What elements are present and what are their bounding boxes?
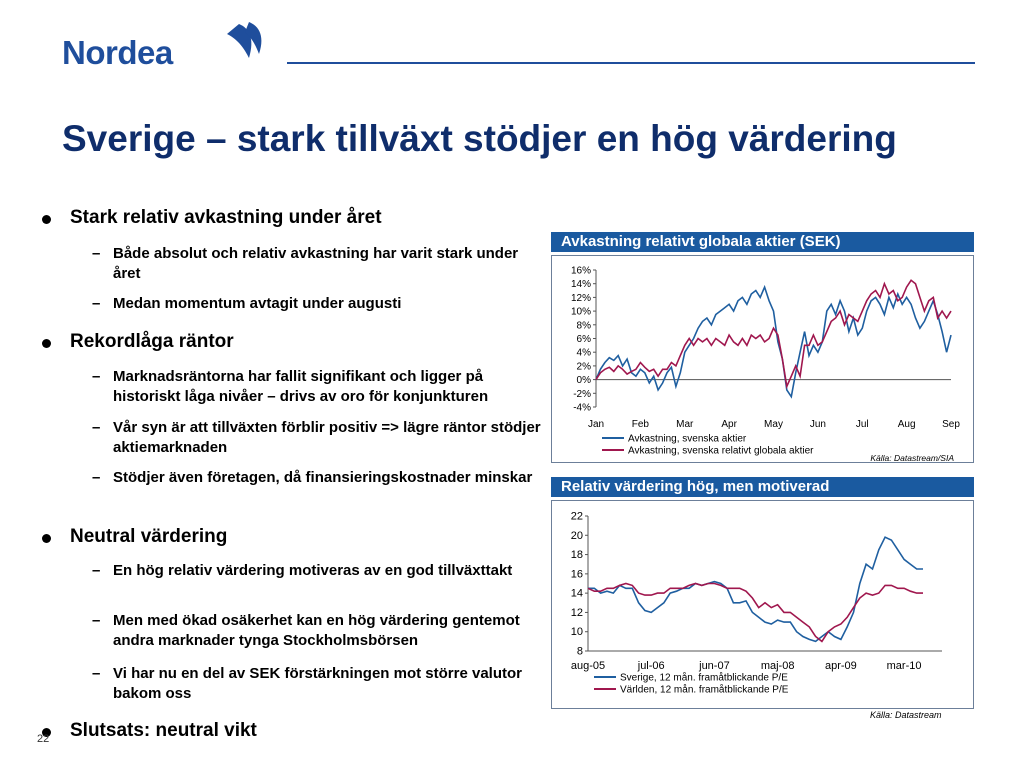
bullet-dot — [42, 534, 51, 543]
nordea-logo — [62, 20, 277, 70]
logo-text: Nordea — [62, 34, 173, 71]
y-tick-label: 14% — [570, 279, 591, 291]
y-tick-label: 8 — [576, 645, 583, 658]
chart1-svg — [552, 256, 973, 462]
bullet-text: Slutsats: neutral vikt — [70, 720, 257, 741]
chart2-box — [551, 500, 974, 709]
x-tick-label: Jun — [809, 419, 826, 430]
chart1-panel-title: Avkastning relativt globala aktier (SEK) — [551, 232, 974, 252]
page-title: Sverige – stark tillväxt stödjer en hög värdering — [62, 118, 897, 159]
sail-icon — [219, 20, 269, 62]
x-tick-label: aug-05 — [570, 660, 606, 672]
legend-label: Världen, 12 mån. framåtblickande P/E — [620, 684, 789, 696]
x-tick-label: Mar — [676, 419, 694, 430]
x-tick-label: mar-10 — [886, 660, 922, 672]
sub-bullet-text: Men med ökad osäkerhet kan en hög värdering gentemot andra marknader tynga Stockholmsbörsen — [113, 612, 520, 649]
legend-label: Avkastning, svenska aktier — [628, 433, 747, 445]
dash: – — [92, 419, 101, 436]
y-tick-label: 4% — [576, 347, 591, 359]
x-tick-label: jul-06 — [637, 660, 665, 672]
dash: – — [92, 562, 101, 579]
dash: – — [92, 368, 101, 385]
y-tick-label: -4% — [573, 402, 591, 414]
chart2-svg — [552, 501, 973, 708]
bullet-text: Neutral värdering — [70, 526, 228, 547]
sub-bullet-text: Medan momentum avtagit under augusti — [113, 295, 402, 312]
y-tick-label: 2% — [576, 361, 591, 373]
y-tick-label: 12% — [570, 292, 591, 304]
sub-bullet-text: Stödjer även företagen, då finansieringskostnader minskar — [113, 469, 533, 486]
x-tick-label: jun-07 — [699, 660, 730, 672]
x-tick-label: apr-09 — [824, 660, 857, 672]
y-tick-label: 6% — [576, 334, 591, 345]
dash: – — [92, 612, 101, 629]
chart1-box — [551, 255, 974, 463]
y-tick-label: 20 — [570, 529, 583, 542]
x-tick-label: Jul — [855, 419, 869, 430]
x-tick-label: Feb — [631, 419, 649, 430]
bullet-text: Stark relativ avkastning under året — [70, 207, 382, 228]
y-tick-label: 14 — [570, 587, 583, 600]
dash: – — [92, 469, 101, 486]
chart2-source: Källa: Datastream — [870, 710, 942, 720]
y-tick-label: 10 — [570, 626, 583, 639]
x-tick-label: May — [764, 419, 783, 430]
dash: – — [92, 295, 101, 312]
y-tick-label: 16% — [570, 265, 591, 277]
y-tick-label: 8% — [576, 320, 591, 332]
y-tick-label: -2% — [573, 388, 591, 400]
y-tick-label: 16 — [570, 568, 583, 581]
dash: – — [92, 245, 101, 262]
series-line-2 — [588, 584, 923, 642]
x-tick-label: Jan — [587, 419, 605, 430]
y-tick-label: 0% — [576, 375, 591, 387]
x-tick-label: maj-08 — [760, 660, 795, 672]
bullet-text: Rekordlåga räntor — [70, 331, 234, 352]
y-tick-label: 18 — [570, 549, 583, 562]
series-line-1 — [596, 287, 951, 397]
sub-bullet-text: En hög relativ värdering motiveras av en god tillväxttakt — [113, 562, 513, 579]
y-tick-label: 12 — [570, 606, 583, 619]
x-tick-label: Aug — [897, 419, 916, 430]
series-line-1 — [588, 537, 923, 641]
chart-source: Källa: Datastream/SIA — [870, 453, 954, 462]
sub-bullet-text: Marknadsräntorna har fallit signifikant och ligger på historiskt låga nivåer – drivs av oro för konjunkturen — [113, 368, 489, 405]
page-number: 22 — [37, 733, 50, 745]
sub-bullet-text: Vi har nu en del av SEK förstärkningen mot större valutor bakom oss — [113, 665, 522, 702]
header-rule — [287, 62, 975, 64]
sub-bullet-text: Både absolut och relativ avkastning har varit stark under året — [113, 245, 519, 282]
y-tick-label: 22 — [570, 510, 583, 523]
sub-bullet-text: Vår syn är att tillväxten förblir positiv => lägre räntor stödjer aktiemarknaden — [113, 419, 541, 456]
dash: – — [92, 665, 101, 682]
bullet-dot — [42, 215, 51, 224]
x-tick-label: Sep — [942, 419, 960, 430]
legend-label: Avkastning, svenska relativt globala aktier — [628, 445, 814, 457]
chart2-panel-title: Relativ värdering hög, men motiverad — [551, 477, 974, 497]
y-tick-label: 10% — [570, 306, 591, 318]
x-tick-label: Apr — [721, 419, 737, 430]
legend-label: Sverige, 12 mån. framåtblickande P/E — [620, 672, 788, 684]
bullet-dot — [42, 339, 51, 348]
